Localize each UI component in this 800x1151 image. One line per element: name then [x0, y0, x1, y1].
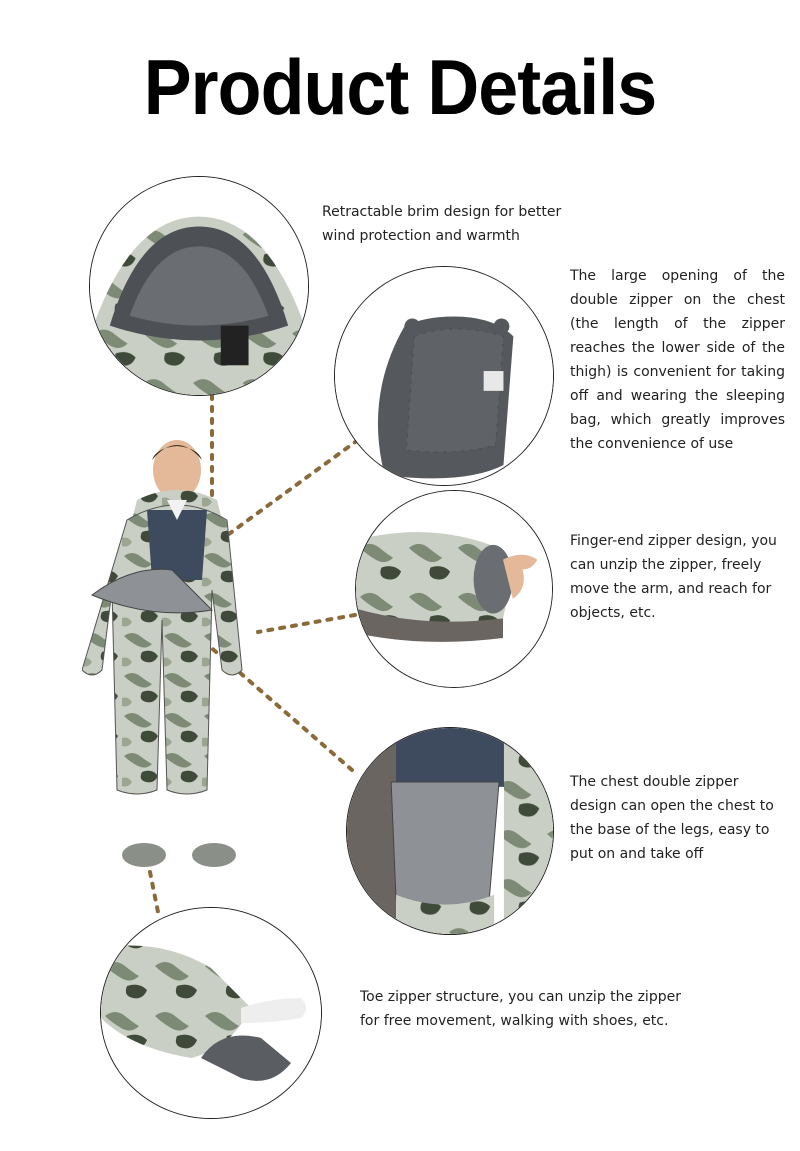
double-zipper-detail-image — [346, 727, 554, 935]
finger-zipper-detail-image — [355, 490, 553, 688]
callout-finger-zipper-text: Finger-end zipper design, you can unzip the zipper, freely move the arm, and reach for objects, etc. — [570, 533, 777, 621]
page-title: Product Details — [143, 43, 657, 131]
chest-opening-detail-image — [334, 266, 554, 486]
model-photo — [82, 430, 272, 880]
toe-zipper-detail-image — [100, 907, 322, 1119]
hood-detail-image — [89, 176, 309, 396]
callout-toe-zipper-text: Toe zipper structure, you can unzip the zipper for free movement, walking with shoes, etc. — [360, 989, 681, 1029]
callout-chest-opening-text: The large opening of the double zipper on the chest (the length of the zipper reaches the lower side of the thigh) is convenient for taking off and wearing the sleeping bag, which greatly improves the convenience of use — [570, 268, 785, 452]
callout-brim-text: Retractable brim design for better wind protection and warmth — [322, 204, 562, 244]
connector-arm — [258, 615, 355, 632]
callout-double-zipper-text: The chest double zipper design can open the chest to the base of the legs, easy to put on and take off — [570, 774, 774, 862]
